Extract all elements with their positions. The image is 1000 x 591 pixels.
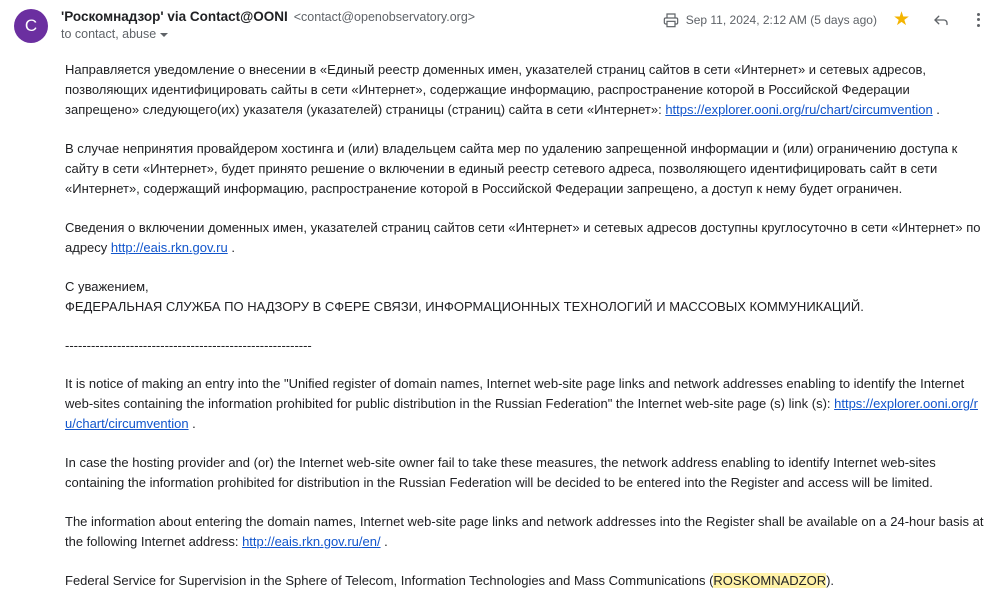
paragraph-ru-1-text: Направляется уведомление о внесении в «Единый реестр доменных имен, указателей страниц сайтов в сети «Интернет» и сетевых адресов, позволяющих идентифицировать сайты в сети «Интернет», содержащие информацию, распространение которой в Российской Федерации запрещено» следующего(их) указателя (указателей) страницы (страниц) сайта в сети «Интернет»: (65, 62, 927, 117)
sender-block (61, 8, 663, 41)
paragraph-en-3-text: The information about entering the domain names, Internet web-site page links and network addresses into the Register shall be available on a 24-hour basis at the following Internet address: (65, 514, 984, 549)
header-actions (663, 8, 986, 29)
recipient-label: to contact, abuse (61, 27, 157, 41)
sender-email: <contact@openobservatory.org> (293, 10, 476, 24)
recipient-line[interactable] (61, 27, 663, 41)
paragraph-ru-2: В случае непринятия провайдером хостинга и (или) владельцем сайта мер по удалению запрещенной информации и (или) ограничению доступа к сайту в сети «Интернет», будет принято решение о включении в единый реестр сетевого адреса, позволяющего идентифицировать сайт в сети «Интернет», содержащий информацию, распространение которой в Российской Федерации запрещено, а доступ к нему будет ограничен. (65, 141, 958, 196)
paragraph-en-3-tail: . (380, 534, 388, 549)
signature-ru (65, 277, 986, 317)
sender-name: 'Роскомнадзор' via Contact@OONI (61, 9, 288, 24)
printer-icon[interactable] (663, 12, 679, 28)
link-eais-rkn-en[interactable]: http://eais.rkn.gov.ru/en/ (242, 534, 381, 549)
paragraph-en-1 (65, 374, 986, 434)
link-explorer-ooni-ru-2[interactable]: https://explorer.ooni.org/ru/chart/circumvention (65, 396, 978, 431)
paragraph-ru-3-text: Сведения о включении доменных имен, указателей страниц сайтов сети «Интернет» и сетевых адресов доступны круглосуточно в сети «Интернет» по адресу (65, 220, 981, 255)
more-options-icon[interactable] (970, 11, 986, 29)
star-icon[interactable]: ★ (892, 9, 910, 30)
sender-line (61, 9, 663, 24)
paragraph-en-2: In case the hosting provider and (or) the Internet web-site owner fail to take these measures, the network address enabling to identify Internet web-sites containing the information prohibited for distribution in the Russian Federation will be decided to be entered into the Register and access will be limited. (65, 455, 936, 490)
link-explorer-ooni-ru[interactable]: https://explorer.ooni.org/ru/chart/circumvention (665, 102, 933, 117)
link-eais-rkn[interactable]: http://eais.rkn.gov.ru (110, 240, 228, 255)
paragraph-en-4-text: Federal Service for Supervision in the Sphere of Telecom, Information Technologies and Mass Communications ( (65, 573, 714, 588)
paragraph-en-3 (65, 512, 986, 552)
paragraph-en-1-text: It is notice of making an entry into the "Unified register of domain names, Internet web-site page links and network addresses enabling to identify the Internet web-sites containing the information prohibited for public distribution in the Russian Federation" the Internet web-site page (s) link (s): (65, 376, 965, 411)
reply-icon[interactable] (932, 11, 950, 29)
paragraph-en-1-tail: . (188, 416, 196, 431)
paragraph-en-4-tail: ). (826, 573, 835, 588)
signature-ru-greeting: С уважением, (65, 279, 149, 294)
email-header (0, 0, 1000, 44)
chevron-down-icon[interactable] (160, 33, 168, 37)
separator-line: --------------------------------------------------------- (65, 338, 312, 353)
paragraph-ru-3 (65, 218, 986, 258)
highlighted-term: ROSKOMNADZOR (713, 573, 827, 588)
paragraph-ru-1 (65, 60, 986, 120)
email-body (0, 44, 1000, 591)
paragraph-ru-1-tail: . (932, 102, 940, 117)
avatar: C (14, 9, 48, 43)
signature-ru-org: ФЕДЕРАЛЬНАЯ СЛУЖБА ПО НАДЗОРУ В СФЕРЕ СВЯЗИ, ИНФОРМАЦИОННЫХ ТЕХНОЛОГИЙ И МАССОВЫХ КОММУНИКАЦИЙ. (65, 299, 864, 314)
paragraph-en-4 (65, 571, 986, 591)
paragraph-ru-3-tail: . (227, 240, 235, 255)
message-date: Sep 11, 2024, 2:12 AM (5 days ago) (685, 12, 877, 27)
